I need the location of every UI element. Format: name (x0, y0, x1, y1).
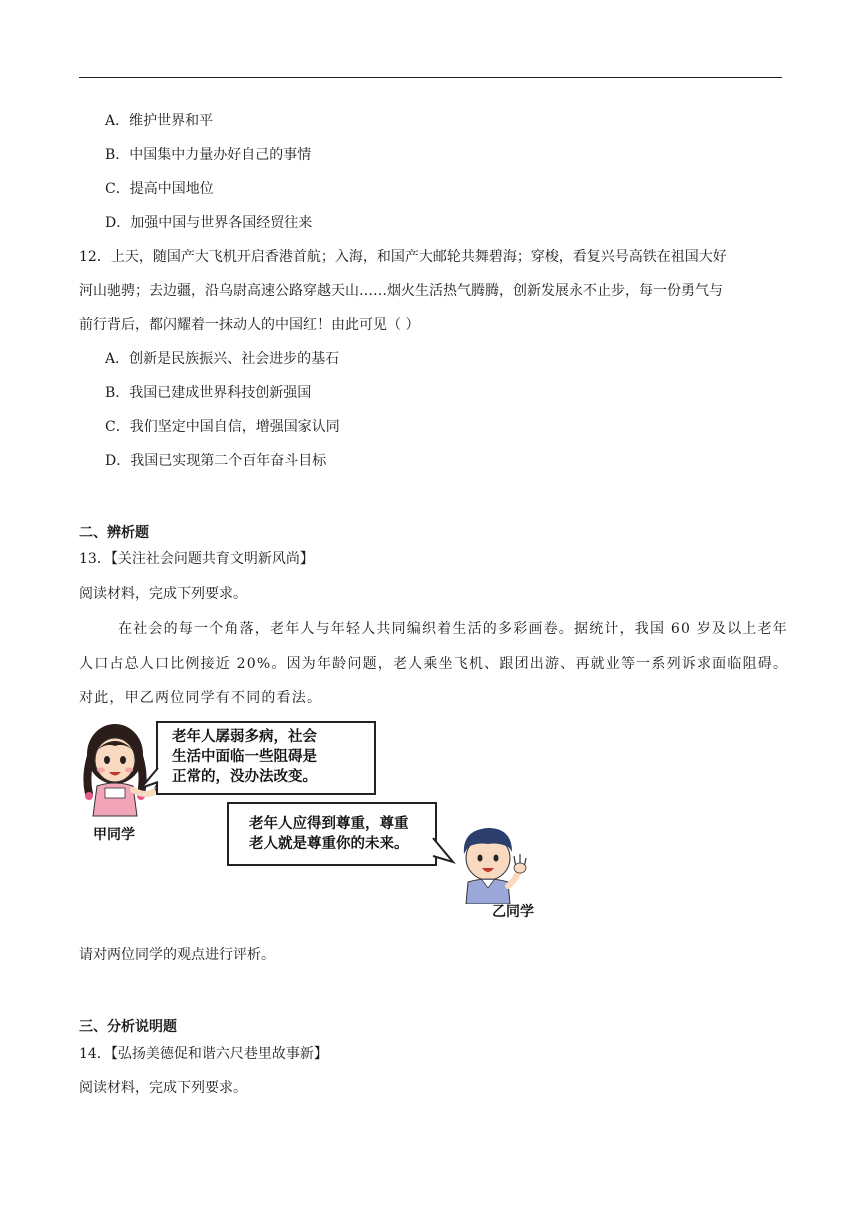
option-text: 我国已建成世界科技创新强国 (129, 385, 312, 401)
header-rule (79, 77, 782, 78)
option-letter: A (105, 351, 116, 367)
option-letter: A (105, 113, 116, 129)
task-text: 请对两位同学的观点进行评析。 (79, 947, 275, 963)
option-text: 加强中国与世界各国经贸往来 (130, 215, 313, 231)
section-heading: 二、辨析题 (79, 525, 149, 541)
bubble-line: 老年人应得到尊重，尊重 (249, 816, 409, 832)
q12-stem-line: 12．上天，随国产大飞机开启香港首航；入海，和国产大邮轮共舞碧海；穿梭，看复兴号高铁在祖国大好 (79, 249, 727, 265)
q12-option-b: B．我国已建成世界科技创新强国 (105, 385, 312, 401)
instruction-text: 阅读材料，完成下列要求。 (79, 586, 247, 602)
bubble-line: 生活中面临一些阻碍是 (172, 749, 317, 765)
option-letter: C (105, 181, 116, 197)
caption-student-a: 甲同学 (93, 827, 135, 843)
speech-bubble-a (156, 721, 376, 795)
option-letter: D (105, 453, 117, 469)
option-text: 我国已实现第二个百年奋斗目标 (130, 453, 327, 469)
boy-student-illustration (454, 824, 544, 904)
instruction-text: 阅读材料，完成下列要求。 (79, 1080, 247, 1096)
material-line: 人口占总人口比例接近 20%。因为年龄问题，老人乘坐飞机、跟团出游、再就业等一系列诉求面临阻碍。 (79, 656, 789, 672)
q12-stem-line: 河山驰骋；去边疆，沿乌尉高速公路穿越天山……烟火生活热气腾腾，创新发展永不止步，每一份勇气与 (79, 283, 723, 299)
option-text: 提高中国地位 (129, 181, 214, 197)
caption-student-b: 乙同学 (492, 904, 534, 920)
bubble-line: 正常的，没办法改变。 (172, 769, 317, 785)
bubble-a-tail (139, 768, 161, 792)
section-heading: 三、分析说明题 (79, 1019, 177, 1035)
option-letter: B (105, 147, 116, 163)
speech-bubble-b (227, 802, 437, 866)
q12-option-a: A．创新是民族振兴、社会进步的基石 (105, 351, 340, 367)
option-text: 我们坚定中国自信，增强国家认同 (129, 419, 340, 435)
q12-option-c: C．我们坚定中国自信，增强国家认同 (105, 419, 340, 435)
question-title: 13．【关注社会问题共育文明新风尚】 (79, 551, 314, 567)
option-text: 维护世界和平 (129, 113, 214, 129)
option-letter: D (105, 215, 117, 231)
option-text: 创新是民族振兴、社会进步的基石 (129, 351, 340, 367)
q12-stem-line: 前行背后，都闪耀着一抹动人的中国红！由此可见（ ） (79, 317, 420, 333)
q11-option-b: B．中国集中力量办好自己的事情 (105, 147, 312, 163)
q11-option-a: A．维护世界和平 (105, 113, 214, 129)
opinion-illustration (79, 712, 549, 922)
q11-option-d: D．加强中国与世界各国经贸往来 (105, 215, 313, 231)
question-title: 14．【弘扬美德促和谐六尺巷里故事新】 (79, 1046, 328, 1062)
q12-option-d: D．我国已实现第二个百年奋斗目标 (105, 453, 327, 469)
bubble-line: 老年人孱弱多病，社会 (172, 729, 317, 745)
option-letter: B (105, 385, 116, 401)
q11-option-c: C．提高中国地位 (105, 181, 214, 197)
material-line: 在社会的每一个角落，老年人与年轻人共同编织着生活的多彩画卷。据统计，我国 60 岁及以上老年 (118, 621, 788, 637)
material-line: 对此，甲乙两位同学有不同的看法。 (79, 690, 323, 706)
option-text: 中国集中力量办好自己的事情 (129, 147, 312, 163)
bubble-line: 老人就是尊重你的未来。 (249, 836, 409, 852)
option-letter: C (105, 419, 116, 435)
